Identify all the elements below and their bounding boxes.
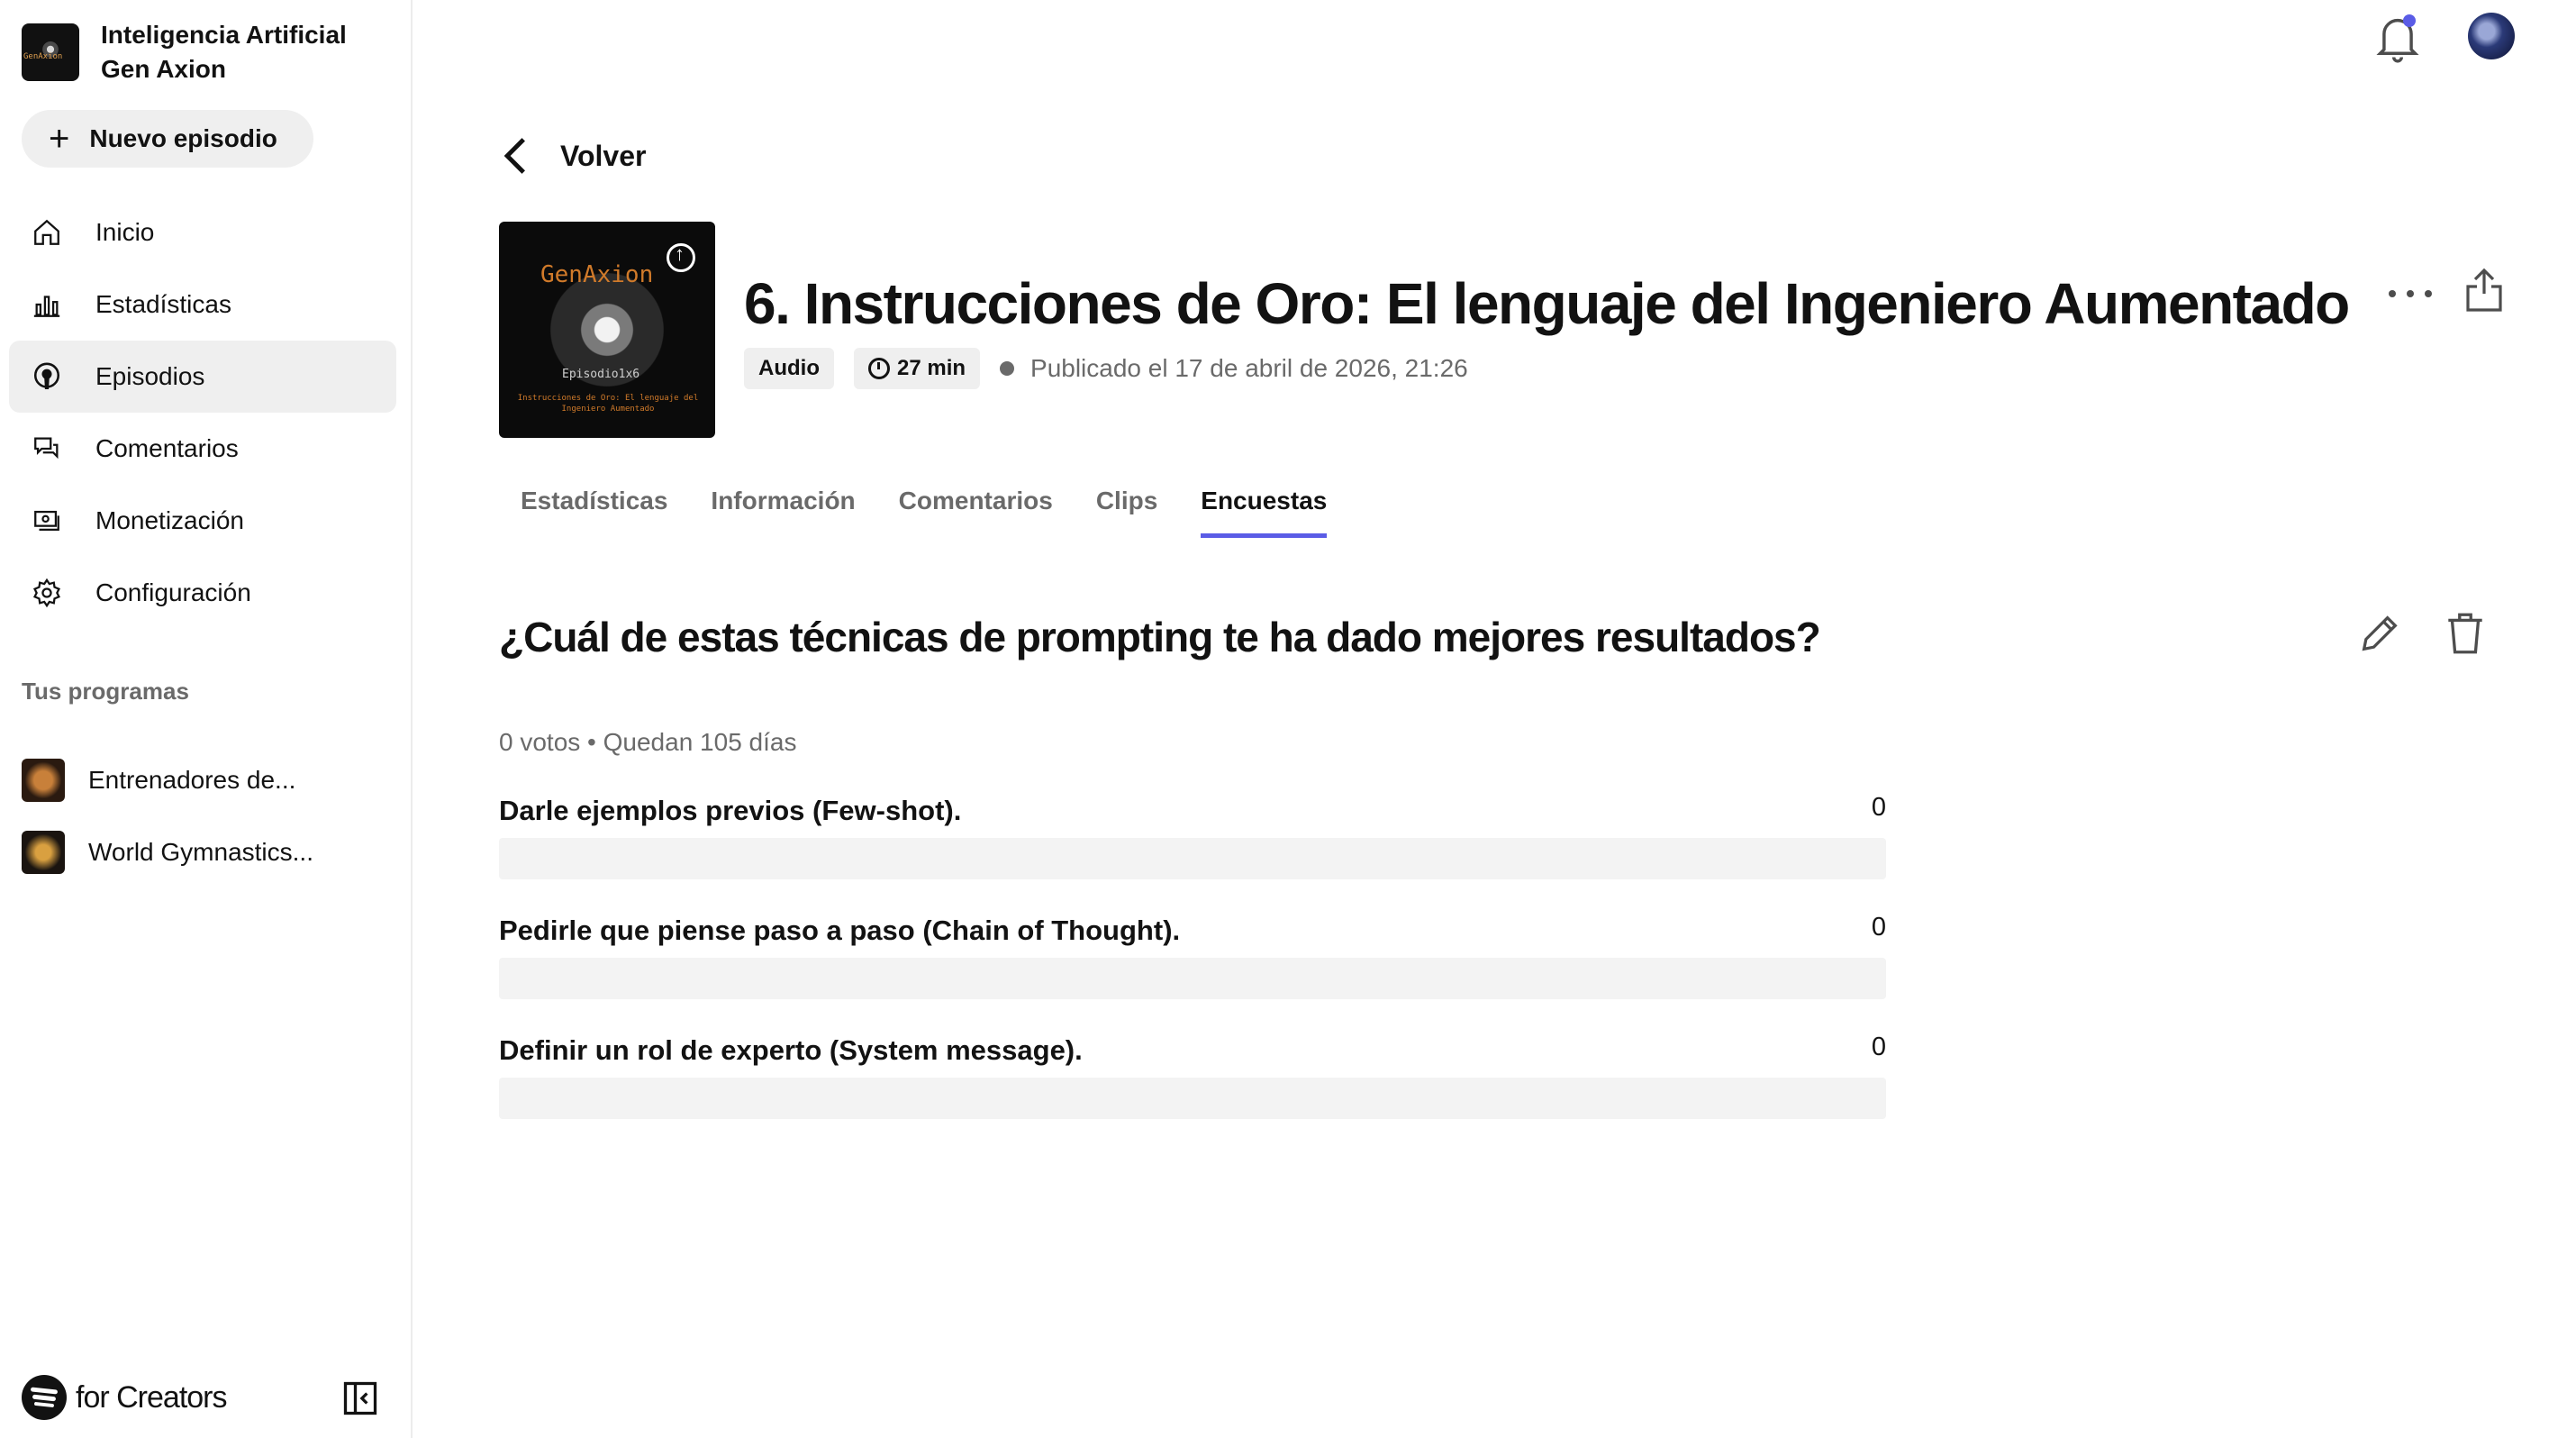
show-header[interactable]: [22, 18, 347, 86]
chevron-left-icon: [501, 135, 531, 177]
poll-option-bar: [499, 958, 1886, 999]
show-name-line1: Inteligencia Artificial: [101, 21, 347, 49]
sidebar-item-episodios[interactable]: [9, 341, 396, 413]
avatar[interactable]: [2468, 13, 2515, 59]
sidebar-item-comentarios[interactable]: [9, 413, 396, 485]
duration-badge: [854, 348, 980, 389]
pencil-icon: [2356, 609, 2403, 658]
back-label: Volver: [560, 139, 647, 172]
more-dot: [2407, 290, 2414, 297]
publish-date: Publicado el 17 de abril de 2026, 21:26: [1030, 354, 1468, 382]
poll-option: [499, 787, 1886, 907]
show-name: [101, 18, 347, 86]
program-thumbnail: [22, 759, 65, 802]
poll-option-label: Definir un rol de experto (System message).: [499, 1034, 1083, 1066]
poll-option-votes: 0: [1871, 793, 1886, 822]
tab-clips[interactable]: Clips: [1095, 487, 1158, 514]
sidebar-item-label: Comentarios: [95, 434, 239, 462]
status-dot-icon: [1000, 361, 1014, 376]
publish-status: [1000, 354, 1468, 383]
episode-cover[interactable]: [499, 222, 715, 438]
cover-subtitle: Episodio1x6: [562, 368, 640, 381]
tab-informacion[interactable]: Información: [711, 487, 856, 514]
show-name-line2: Gen Axion: [101, 55, 226, 83]
poll-option-bar: [499, 838, 1886, 879]
podcast-icon: [29, 359, 65, 395]
program-thumbnail: [22, 831, 65, 874]
spotify-for-creators-logo: [22, 1375, 227, 1420]
more-options-button[interactable]: [2389, 279, 2432, 308]
poll-options: [499, 787, 1886, 1147]
episode-tabs: [521, 487, 1370, 538]
poll-option-label: Pedirle que piense paso a paso (Chain of Thought).: [499, 915, 1181, 946]
collapse-sidebar-icon: [340, 1379, 380, 1418]
poll-option-label: Darle ejemplos previos (Few-shot).: [499, 795, 962, 826]
sidebar-item-configuracion[interactable]: [9, 557, 396, 629]
share-icon: [2463, 267, 2506, 314]
plus-icon: +: [49, 119, 70, 159]
money-icon: [29, 503, 65, 539]
program-name: Entrenadores de...: [88, 766, 296, 794]
program-name: World Gymnastics...: [88, 838, 313, 866]
collapse-sidebar-button[interactable]: [340, 1379, 380, 1418]
poll-stats: 0 votos • Quedan 105 días: [499, 728, 797, 756]
share-button[interactable]: [2463, 267, 2506, 314]
sidebar-item-label: Estadísticas: [95, 290, 231, 318]
gear-icon: [29, 575, 65, 611]
programs-section-label: Tus programas: [22, 678, 189, 705]
page-title: 6. Instrucciones de Oro: El lenguaje del Ingeniero Aumentado: [744, 271, 2349, 336]
delete-poll-button[interactable]: [2443, 609, 2488, 658]
upload-cover-icon[interactable]: [667, 243, 695, 272]
home-icon: [29, 214, 65, 250]
back-button[interactable]: [501, 135, 646, 177]
programs-list: [22, 744, 313, 888]
sidebar-item-monetizacion[interactable]: [9, 485, 396, 557]
show-thumbnail: [22, 23, 79, 81]
bar-chart-icon: [29, 287, 65, 323]
cover-description: Instrucciones de Oro: El lenguaje del Ingeniero Aumentado: [517, 394, 699, 414]
poll-option-votes: 0: [1871, 1033, 1886, 1061]
more-dot: [2425, 290, 2432, 297]
cover-title: GenAxion: [540, 261, 654, 288]
duration-label: 27 min: [896, 356, 966, 380]
tab-encuestas[interactable]: Encuestas: [1201, 487, 1327, 538]
edit-poll-button[interactable]: [2356, 609, 2403, 658]
clock-icon: [868, 358, 890, 379]
spotify-icon: [22, 1375, 67, 1420]
poll-question: ¿Cuál de estas técnicas de prompting te ha dado mejores resultados?: [499, 614, 1820, 660]
poll-option: [499, 907, 1886, 1027]
type-badge: [744, 348, 834, 389]
tab-comentarios[interactable]: Comentarios: [898, 487, 1053, 514]
brand-text: for Creators: [76, 1379, 227, 1415]
sidebar-nav: [9, 196, 396, 629]
sidebar-item-estadisticas[interactable]: [9, 268, 396, 341]
sidebar-item-inicio[interactable]: [9, 196, 396, 268]
program-item[interactable]: [22, 816, 313, 888]
sidebar-item-label: Episodios: [95, 362, 205, 390]
sidebar-item-label: Monetización: [95, 506, 244, 534]
type-badge-label: Audio: [758, 356, 820, 380]
sidebar-item-label: Configuración: [95, 578, 251, 606]
notification-dot: [2403, 14, 2416, 27]
sidebar: [0, 0, 413, 1438]
comments-icon: [29, 431, 65, 467]
poll-option: [499, 1027, 1886, 1147]
new-episode-label: Nuevo episodio: [89, 124, 277, 152]
more-dot: [2389, 290, 2396, 297]
new-episode-button[interactable]: [22, 110, 313, 168]
trash-icon: [2443, 609, 2488, 658]
episode-meta: [744, 348, 1468, 389]
tab-estadisticas[interactable]: Estadísticas: [521, 487, 668, 514]
program-item[interactable]: [22, 744, 313, 816]
poll-option-votes: 0: [1871, 913, 1886, 942]
poll-option-bar: [499, 1078, 1886, 1119]
sidebar-item-label: Inicio: [95, 218, 155, 246]
